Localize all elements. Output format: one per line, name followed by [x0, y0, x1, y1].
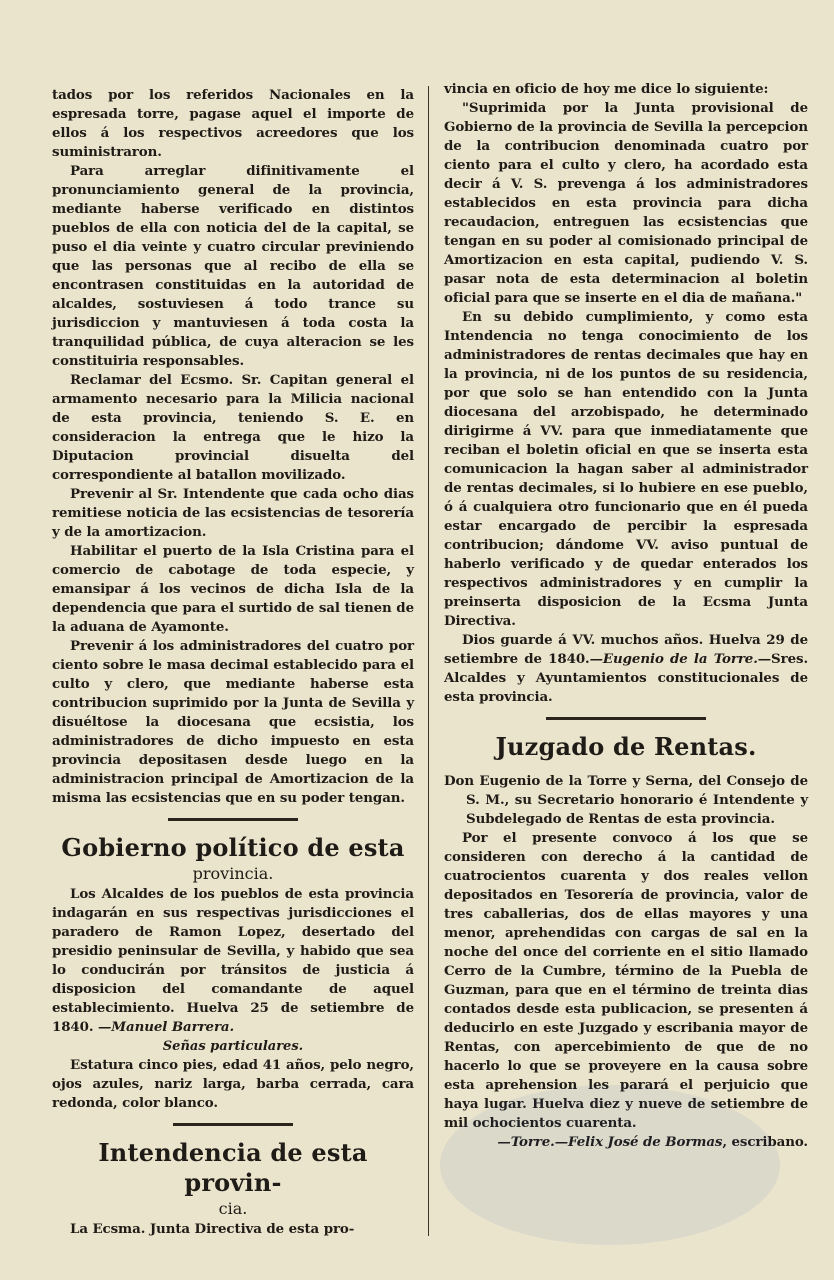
paragraph-continuation: vincia en oficio de hoy me dice lo siguiente:: [444, 81, 769, 97]
section-title-juzgado: Juzgado de Rentas.: [495, 732, 757, 761]
juzgado-signature-tail: , escribano.: [722, 1134, 808, 1150]
section-title-intendencia: Intendencia de esta provin-: [98, 1138, 368, 1197]
paragraph-juzgado-intro: Don Eugenio de la Torre y Serna, del Consejo de S. M., su Secretario honorario é Intendente y Subdelegado de Rentas de esta provincia.: [444, 773, 808, 827]
paragraph-isla-cristina: Habilitar el puerto de la Isla Cristina para el comercio de cabotage de toda especie, y emansipar á los vecinos de dicha Isla de la dependencia que para el surtido de sal tienen de la aduana de Ayamonte.: [52, 543, 414, 635]
paragraph-intendente: Prevenir al Sr. Intendente que cada ocho dias remitiese noticia de las ecsistencias de tesorería y de la amortizacion.: [52, 486, 414, 540]
paragraph-quote: "Suprimida por la Junta provisional de Gobierno de la provincia de Sevilla la percepcion de la contribucion denominada cuatro por ciento para el culto y clero, ha acordado esta decir á V. S. prevenga á los administradores establecidos en esta provincia para dicha recaudacion, entreguen las ecsistencias que tengan en su poder al comisionado principal de Amortizacion en esta capital, pudiendo V. S. pasar nota de esta determinacion al boletin oficial para que se inserte en el dia de mañana.": [444, 100, 808, 306]
section-divider: [173, 1123, 293, 1126]
paragraph-intro: tados por los referidos Nacionales en la espresada torre, pagase aquel el importe de ellos á los respectivos acreedores que los suministraron.: [52, 87, 414, 160]
closing-signature: —Eugenio de la Torre.: [589, 651, 758, 667]
gobierno-signature: —Manuel Barrera.: [98, 1019, 235, 1035]
paragraph-gobierno: [52, 885, 414, 1037]
juzgado-signature: —Torre.—Felix José de Bormas: [497, 1134, 723, 1150]
closing-addressees: —Sres. Alcaldes y Ayuntamientos constitucionales de esta provincia.: [444, 651, 809, 705]
section-subtitle-gobierno: provincia.: [192, 864, 274, 883]
paragraph-senas: Estatura cinco pies, edad 41 años, pelo negro, ojos azules, nariz larga, barba cerrada, cara redonda, color blanco.: [52, 1057, 414, 1111]
faint-stamp: [440, 1085, 780, 1245]
right-column: [444, 80, 808, 1152]
section-subtitle-intendencia: cia.: [218, 1199, 248, 1218]
gobierno-body: Los Alcaldes de los pueblos de esta provincia indagarán en sus respectivas jurisdicciones el paradero de Ramon Lopez, desertado del presidio peninsular de Sevilla, y habido que sea lo conducirán por tránsitos de justicia á disposicion del comandante de aquel establecimiento. Huelva 25 de setiembre de 1840.: [52, 886, 414, 1035]
left-column: [52, 86, 414, 1239]
column-rule: [428, 86, 429, 1236]
paragraph-pronunciamiento: Para arreglar difinitivamente el pronunciamiento general de la provincia, mediante haberse verificado en distintos pueblos de ella con noticia del de la capital, se puso el dia veinte y cuatro circular previniendo que las personas que al recibo de ella se encontrasen constituidas en la autoridad de alcaldes, sostuviesen á todo trance su jurisdiccion y mantuviesen á toda costa la tranquilidad pública, de cuya alteracion se les constituiria responsables.: [52, 163, 414, 369]
paragraph-intendencia: La Ecsma. Junta Directiva de esta pro-: [70, 1221, 355, 1237]
paragraph-closing: [444, 631, 808, 707]
paragraph-juzgado-body: Por el presente convoco á los que se consideren con derecho á la cantidad de cuatrocientos cuarenta y dos reales vellon depositados en Tesorería de provincia, valor de tres caballerias, dos de ellas mayores y una menor, aprehendidas con cargas de sal en la noche del once del corriente en el sitio llamado Cerro de la Cumbre, término de la Puebla de Guzman, para que en el término de treinta dias contados desde esta publicacion, se presenten á deducirlo en este Juzgado y escribania mayor de Rentas, con apercebimiento de que de no hacerlo lo que se proveyere en la causa sobre esta aprehension les parará el perjuicio que haya lugar. Huelva diez y nueve de setiembre de mil ochocientos cuarenta.: [444, 830, 808, 1131]
section-divider: [546, 717, 706, 720]
paragraph-armamento: Reclamar del Ecsmo. Sr. Capitan general el armamento necesario para la Milicia nacional de esta provincia, teniendo S. E. en consideracion la entrega que le hizo la Diputacion provincial disuelta del correspondiente al batallon movilizado.: [52, 372, 414, 483]
paragraph-cumplimiento: En su debido cumplimiento, y como esta Intendencia no tenga conocimiento de los administradores de rentas decimales que hay en la provincia, ni de los puntos de su residencia, por que solo se han entendido con la Junta diocesana del arzobispado, he determinado dirigirme á VV. para que inmediatamente que reciban el boletin oficial en que se inserta esta comunicacion la hagan saber al administrador de rentas decimales, si lo hubiere en ese pueblo, ó á cualquiera otro funcionario que en él pueda estar encargado de percibir la espresada contribucion; dándome VV. aviso puntual de haberlo verificado y de quedar enterados los respectivos administradores y en cumplir la preinserta disposicion de la Ecsma Junta Directiva.: [444, 309, 808, 629]
section-divider: [168, 818, 298, 821]
senas-heading: Señas particulares.: [162, 1039, 304, 1054]
section-title-gobierno: Gobierno político de esta: [61, 833, 405, 862]
closing-text: Dios guarde á VV. muchos años. Huelva 29 de setiembre de 1840.: [444, 632, 808, 667]
paragraph-cuatro-por-ciento: Prevenir á los administradores del cuatro por ciento sobre le masa decimal establecido para el culto y clero, que mediante haberse esta contribucion suprimido por la Junta de Sevilla y disuéltose la diocesana que ecsistia, los administradores de dicho impuesto en esta provincia depositasen desde luego en la administracion principal de Amortizacion de la misma las ecsistencias que en su poder tengan.: [52, 638, 414, 806]
